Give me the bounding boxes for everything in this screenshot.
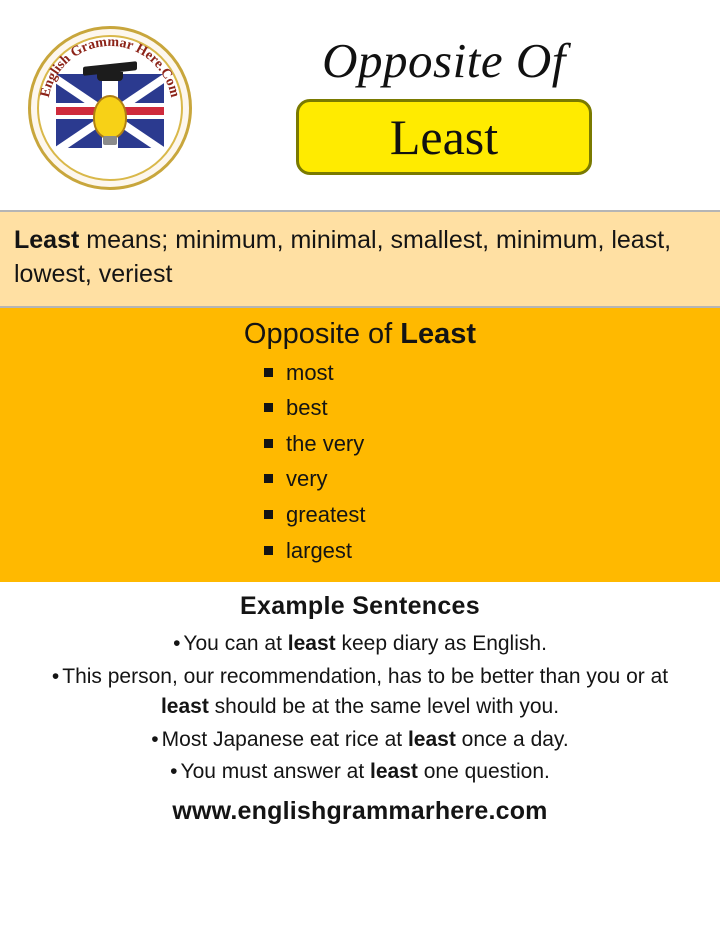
meaning-text [14, 224, 706, 292]
logo-text-ring [28, 26, 192, 190]
list-item: largest [258, 533, 518, 569]
sentence-keyword: least [287, 632, 336, 656]
sentence-pre: Most Japanese eat rice at [161, 727, 408, 751]
meaning-synonyms: minimum, minimal, smallest, minimum, least, lowest, veriest [14, 226, 672, 288]
bullet-icon: • [173, 632, 181, 656]
page-title: Opposite Of [322, 32, 566, 88]
sentence-post: once a day. [455, 727, 569, 751]
list-item [26, 725, 694, 755]
list-item [26, 757, 694, 787]
opposite-title-keyword: Least [400, 317, 477, 350]
poster-header [0, 0, 720, 210]
list-item: very [258, 461, 518, 497]
examples-section [0, 582, 720, 826]
list-item: best [258, 390, 518, 426]
sentence-pre: You must answer at [180, 760, 371, 783]
list-item [26, 662, 694, 723]
sentence-post: keep diary as English. [335, 632, 547, 656]
site-url: www.englishgrammarhere.com [172, 797, 548, 826]
bullet-icon: • [151, 727, 159, 751]
site-logo [28, 26, 192, 190]
opposite-list [258, 355, 518, 569]
list-item: most [258, 355, 518, 391]
examples-title: Example Sentences [240, 592, 480, 621]
headword: Least [389, 108, 499, 165]
sentence-post: one question. [417, 760, 550, 783]
examples-list [26, 629, 694, 787]
meaning-section [0, 210, 720, 308]
sentence-keyword: least [407, 727, 456, 751]
sentence-keyword: least [160, 695, 209, 719]
title-block [192, 32, 714, 175]
list-item [26, 629, 694, 659]
bullet-icon: • [51, 664, 60, 688]
svg-text:English Grammar Here.Com [38, 35, 182, 99]
opposite-title [0, 318, 720, 351]
sentence-pre: This person, our recommendation, has to be better than you or at [62, 664, 669, 688]
sentence-pre: You can at [183, 632, 288, 656]
headword-box [296, 99, 592, 175]
list-item: greatest [258, 497, 518, 533]
meaning-lead: means; [79, 226, 176, 254]
bullet-icon: • [170, 760, 178, 783]
sentence-post: should be at the same level with you. [208, 695, 560, 719]
logo-text: English Grammar Here.Com [37, 34, 183, 99]
opposite-title-prefix: Opposite of [243, 317, 401, 350]
list-item: the very [258, 426, 518, 462]
opposite-section [0, 308, 720, 583]
meaning-keyword: Least [14, 226, 80, 254]
sentence-keyword: least [370, 760, 418, 783]
